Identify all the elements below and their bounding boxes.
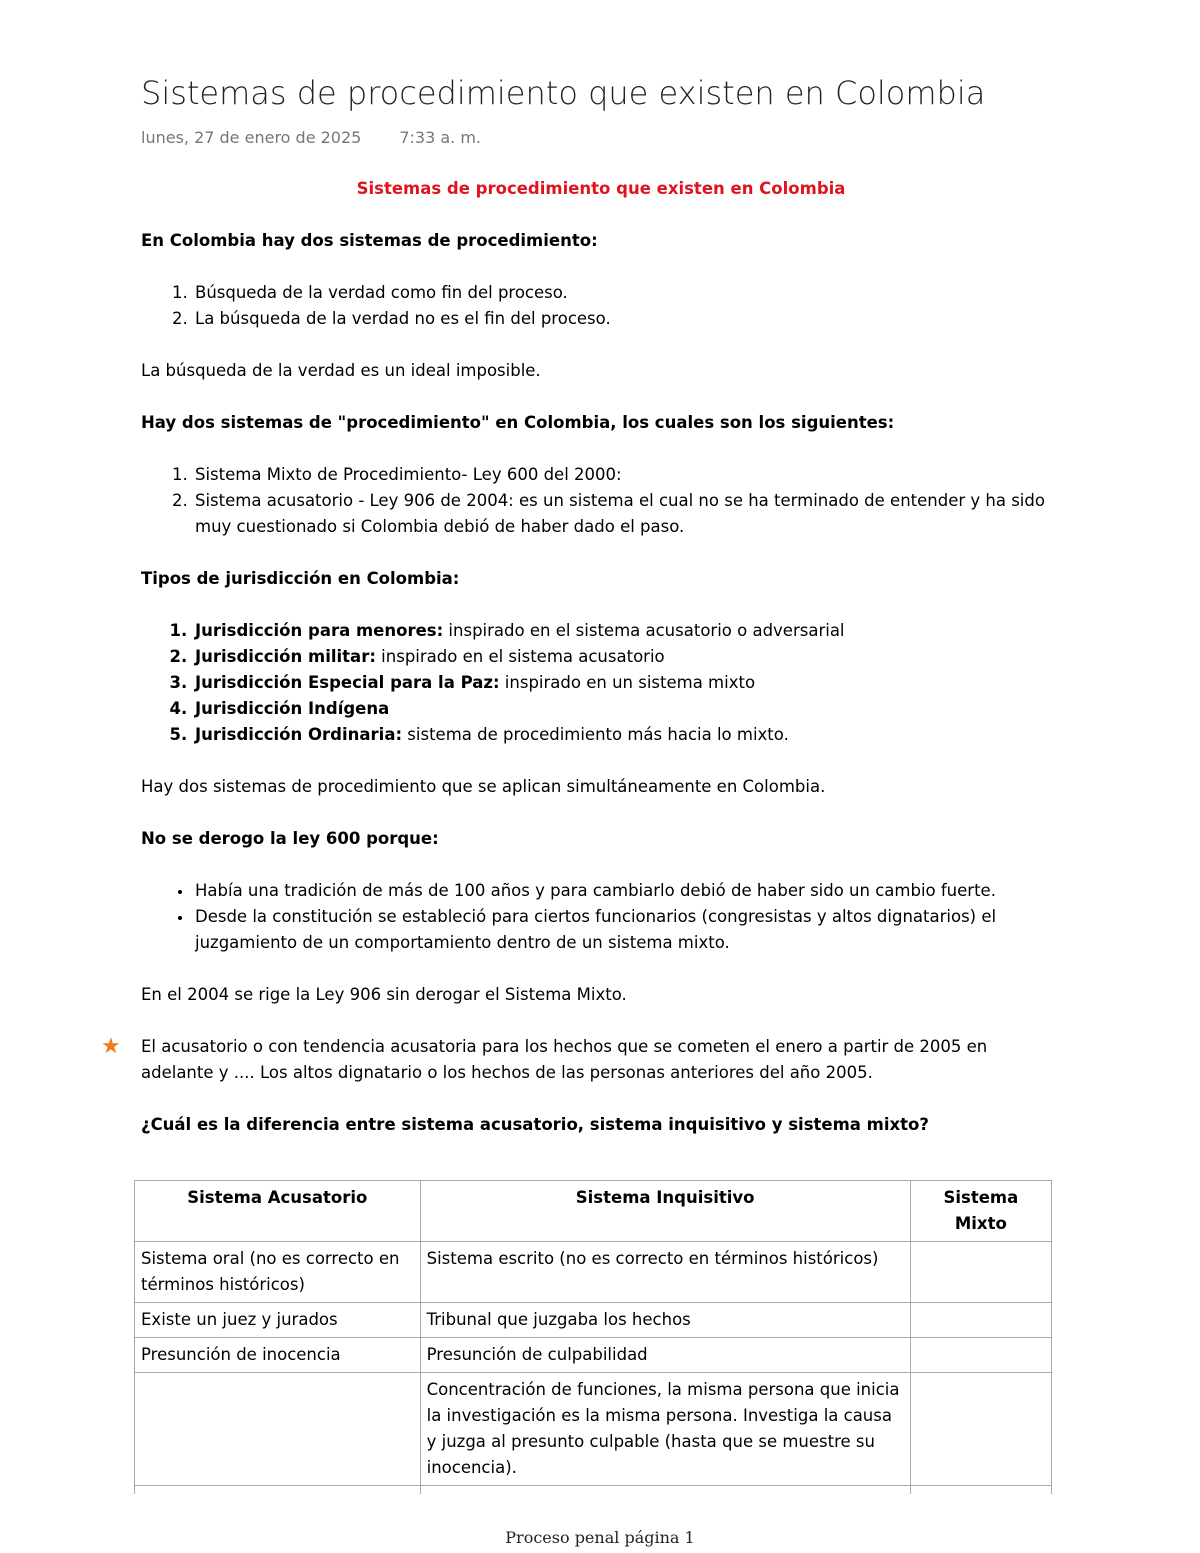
page-title: Sistemas de procedimiento que existen en Colombia bbox=[141, 74, 986, 112]
juris-label: Jurisdicción para menores: bbox=[195, 621, 444, 640]
table-cell bbox=[135, 1373, 421, 1486]
table-cell: Presunción de culpabilidad bbox=[420, 1338, 910, 1373]
table-cell bbox=[910, 1338, 1051, 1373]
derogo-heading: No se derogo la ley 600 porque: bbox=[141, 829, 439, 848]
star-icon: ★ bbox=[101, 1034, 121, 1059]
list-item bbox=[193, 618, 1061, 644]
list-item bbox=[193, 670, 1061, 696]
table-cell: Existe un juez y jurados bbox=[135, 1303, 421, 1338]
list-item bbox=[193, 722, 1061, 748]
juris-label: Jurisdicción Ordinaria: bbox=[195, 725, 403, 744]
simultaneous-text: Hay dos sistemas de procedimiento que se aplican simultáneamente en Colombia. bbox=[141, 777, 826, 796]
starred-note-text: El acusatorio o con tendencia acusatoria para los hechos que se cometen el enero a partir de 2005 en adelante y .... Los altos dignatario o los hechos de las personas anteriores del año 2005. bbox=[141, 1037, 988, 1082]
juris-label: Jurisdicción Especial para la Paz: bbox=[195, 673, 500, 692]
table-header: Sistema Inquisitivo bbox=[420, 1181, 910, 1242]
starred-note bbox=[101, 1034, 1061, 1086]
table-header-row bbox=[135, 1181, 1052, 1242]
list-item: 1. Sistema Mixto de Procedimiento- Ley 600 del 2000: bbox=[193, 462, 1061, 488]
table-cell bbox=[910, 1303, 1051, 1338]
juris-text: inspirado en un sistema mixto bbox=[499, 673, 756, 692]
table-row bbox=[135, 1373, 1052, 1486]
table-cell bbox=[910, 1242, 1051, 1303]
table-cell bbox=[135, 1486, 421, 1495]
list-item bbox=[193, 644, 1061, 670]
list-item: • Desde la constitución se estableció para ciertos funcionarios (congresistas y altos dignatarios) el juzgamiento de un comportamiento dentro de un sistema mixto. bbox=[193, 904, 1061, 956]
juris-label: Jurisdicción Indígena bbox=[195, 699, 390, 718]
page-meta bbox=[141, 128, 481, 147]
juris-heading: Tipos de jurisdicción en Colombia: bbox=[141, 569, 460, 588]
table-header: Sistema Acusatorio bbox=[135, 1181, 421, 1242]
table-cell bbox=[910, 1373, 1051, 1486]
systems-list bbox=[141, 462, 1061, 540]
page-date: lunes, 27 de enero de 2025 bbox=[141, 128, 362, 147]
juris-text: sistema de procedimiento más hacia lo mixto. bbox=[402, 725, 789, 744]
page-time: 7:33 a. m. bbox=[399, 128, 482, 147]
list-item: 2. Sistema acusatorio - Ley 906 de 2004: es un sistema el cual no se ha terminado de entender y ha sido muy cuestionado si Colombia debió de haber dado el paso. bbox=[193, 488, 1061, 540]
table-cell: Tribunal que juzgaba los hechos bbox=[420, 1303, 910, 1338]
list-item: • Había una tradición de más de 100 años y para cambiarlo debió de haber sido un cambio fuerte. bbox=[193, 878, 1061, 904]
page-footer: Proceso penal página 1 bbox=[505, 1528, 695, 1547]
list-item: 2. La búsqueda de la verdad no es el fin del proceso. bbox=[193, 306, 1061, 332]
ley906-text: En el 2004 se rige la Ley 906 sin derogar el Sistema Mixto. bbox=[141, 985, 627, 1004]
derogo-list bbox=[141, 878, 1061, 956]
section-subtitle: Sistemas de procedimiento que existen en Colombia bbox=[356, 179, 846, 198]
table-cell: Sistema escrito (no es correcto en términos históricos) bbox=[420, 1242, 910, 1303]
table-row bbox=[135, 1242, 1052, 1303]
juris-text: inspirado en el sistema acusatorio bbox=[375, 647, 665, 666]
juris-label: Jurisdicción militar: bbox=[195, 647, 376, 666]
table-header: Sistema Mixto bbox=[910, 1181, 1051, 1242]
page-content bbox=[101, 176, 1061, 1164]
table-cell: Concentración de funciones, la misma persona que inicia la investigación es la misma persona. Investiga la causa y juzga al presunto culpable (hasta que se muestre su inocencia). bbox=[420, 1373, 910, 1486]
table-row bbox=[135, 1338, 1052, 1373]
table-row-continued bbox=[135, 1486, 1052, 1495]
table-cell bbox=[910, 1486, 1051, 1495]
table-cell: Sistema oral (no es correcto en términos históricos) bbox=[135, 1242, 421, 1303]
table-row bbox=[135, 1303, 1052, 1338]
systems-heading: Hay dos sistemas de "procedimiento" en Colombia, los cuales son los siguientes: bbox=[141, 413, 895, 432]
comparison-table bbox=[134, 1180, 1052, 1494]
ideal-text: La búsqueda de la verdad es un ideal imposible. bbox=[141, 361, 541, 380]
intro-heading: En Colombia hay dos sistemas de procedimiento: bbox=[141, 231, 598, 250]
comparison-question: ¿Cuál es la diferencia entre sistema acusatorio, sistema inquisitivo y sistema mixto? bbox=[141, 1115, 929, 1134]
juris-list bbox=[141, 618, 1061, 748]
table-cell: Presunción de inocencia bbox=[135, 1338, 421, 1373]
intro-list bbox=[141, 280, 1061, 332]
list-item bbox=[193, 696, 1061, 722]
table-cell bbox=[420, 1486, 910, 1495]
list-item: 1. Búsqueda de la verdad como fin del proceso. bbox=[193, 280, 1061, 306]
juris-text: inspirado en el sistema acusatorio o adversarial bbox=[443, 621, 845, 640]
